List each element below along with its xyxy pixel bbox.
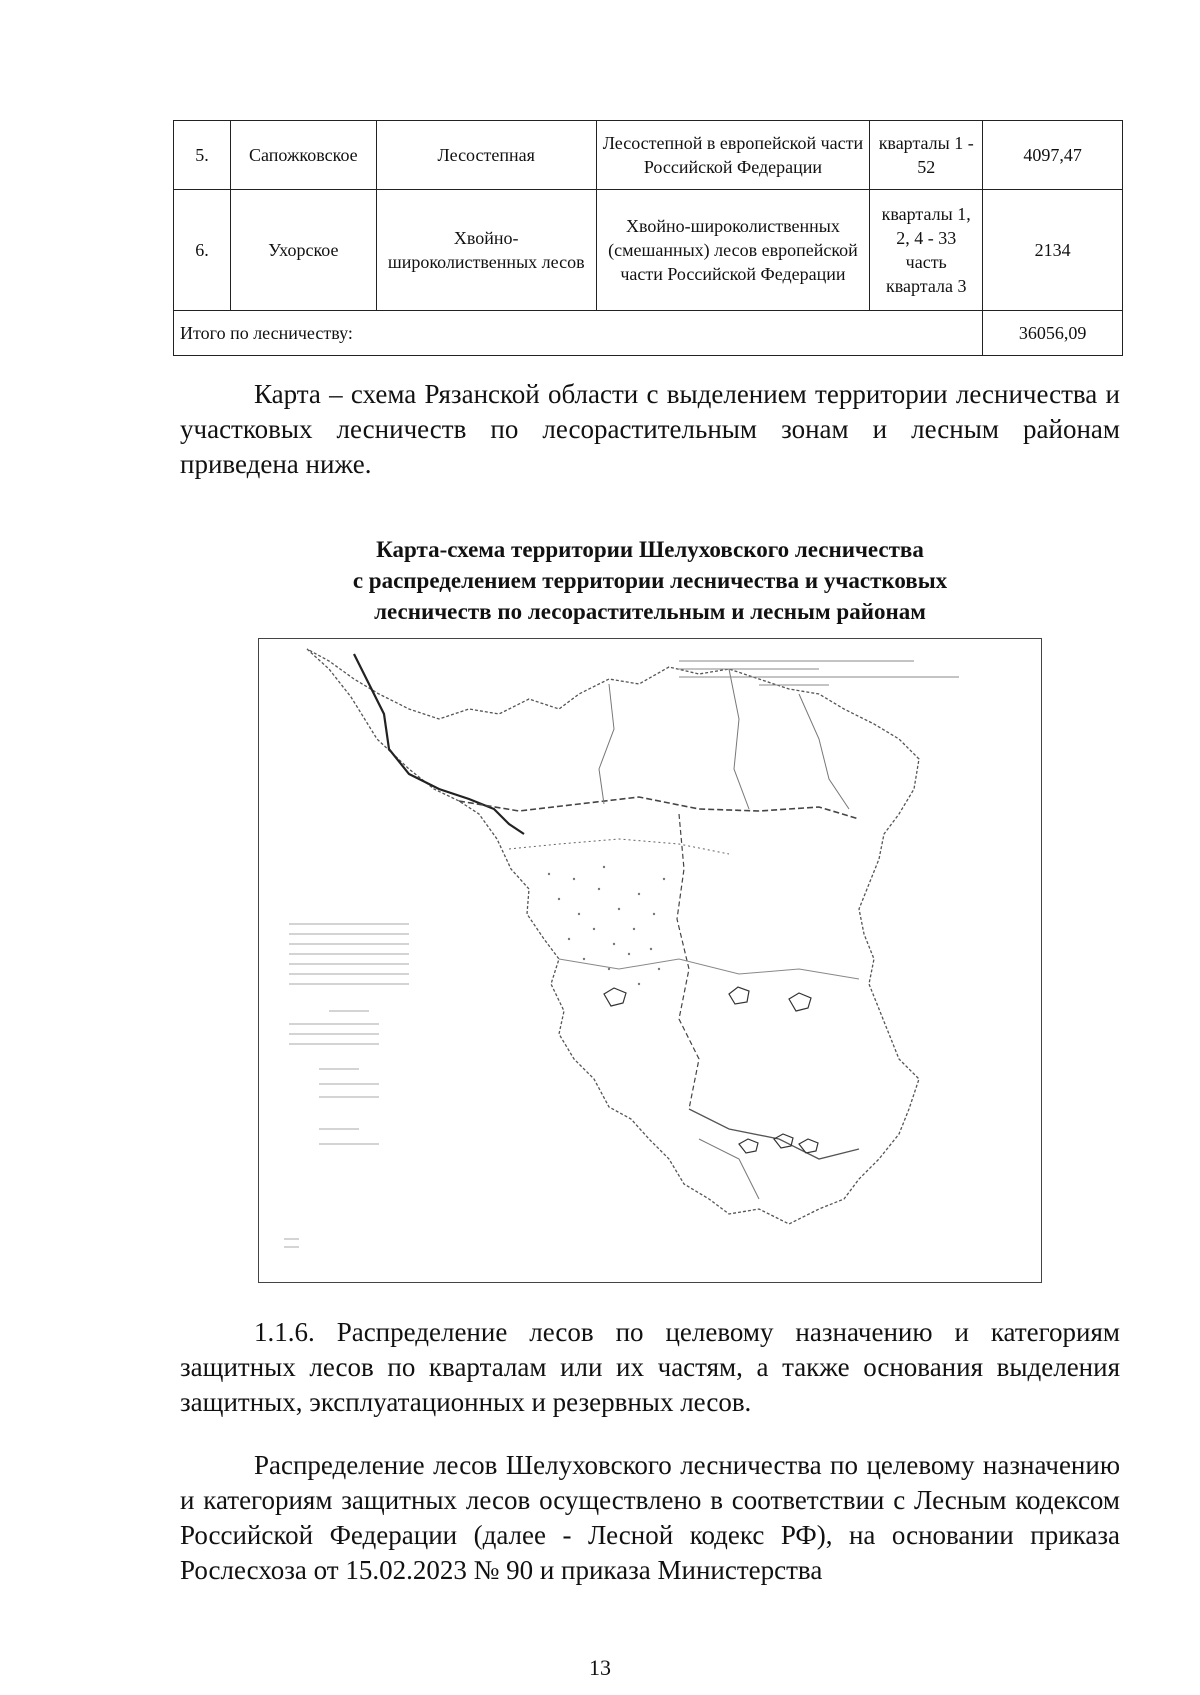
forestry-map-image <box>258 638 1042 1283</box>
body-paragraph: Распределение лесов Шелуховского лесничества по целевому назначению и категориям защитных лесов осуществлено в соответствии с Лесным кодексом Российской Федерации (далее - Лесной кодекс РФ), на основании приказа Рослесхоза от 15.02.2023 № 90 и приказа Министерства <box>180 1450 1120 1585</box>
total-value: 36056,09 <box>983 311 1123 356</box>
intro-paragraph: Карта – схема Рязанской области с выделением территории лесничества и участковых лесничеств по лесорастительным зонам и лесным районам приведена ниже. <box>180 379 1120 479</box>
cell-region: Лесостепной в европейской части Российской Федерации <box>596 121 870 190</box>
total-label: Итого по лесничеству: <box>174 311 983 356</box>
forestry-table <box>173 120 1123 356</box>
cell-quarters: кварталы 1, 2, 4 - 33 часть квартала 3 <box>870 190 983 311</box>
cell-zone: Хвойно-широколиственных лесов <box>376 190 596 311</box>
map-title <box>180 534 1120 627</box>
cell-num: 6. <box>174 190 231 311</box>
table-total-row <box>174 311 1123 356</box>
cell-quarters: кварталы 1 - 52 <box>870 121 983 190</box>
map-title-line: Карта-схема территории Шелуховского лесничества <box>376 537 924 562</box>
cell-name: Ухорское <box>230 190 376 311</box>
cell-area: 2134 <box>983 190 1123 311</box>
map-title-line: с распределением территории лесничества и участковых <box>352 568 948 593</box>
map-title-line: лесничеств по лесорастительным и лесным районам <box>374 599 926 624</box>
cell-zone: Лесостепная <box>376 121 596 190</box>
map-scheme-graphic <box>259 639 1041 1282</box>
cell-num: 5. <box>174 121 231 190</box>
section-paragraph: 1.1.6. Распределение лесов по целевому назначению и категориям защитных лесов по кварталам или их частям, а также основания выделения защитных, эксплуатационных и резервных лесов. <box>180 1317 1120 1417</box>
cell-region: Хвойно-широколиственных (смешанных) лесов европейской части Российской Федерации <box>596 190 870 311</box>
cell-area: 4097,47 <box>983 121 1123 190</box>
table-row <box>174 121 1123 190</box>
table-row <box>174 190 1123 311</box>
page-number: 13 <box>589 1655 611 1680</box>
cell-name: Сапожковское <box>230 121 376 190</box>
